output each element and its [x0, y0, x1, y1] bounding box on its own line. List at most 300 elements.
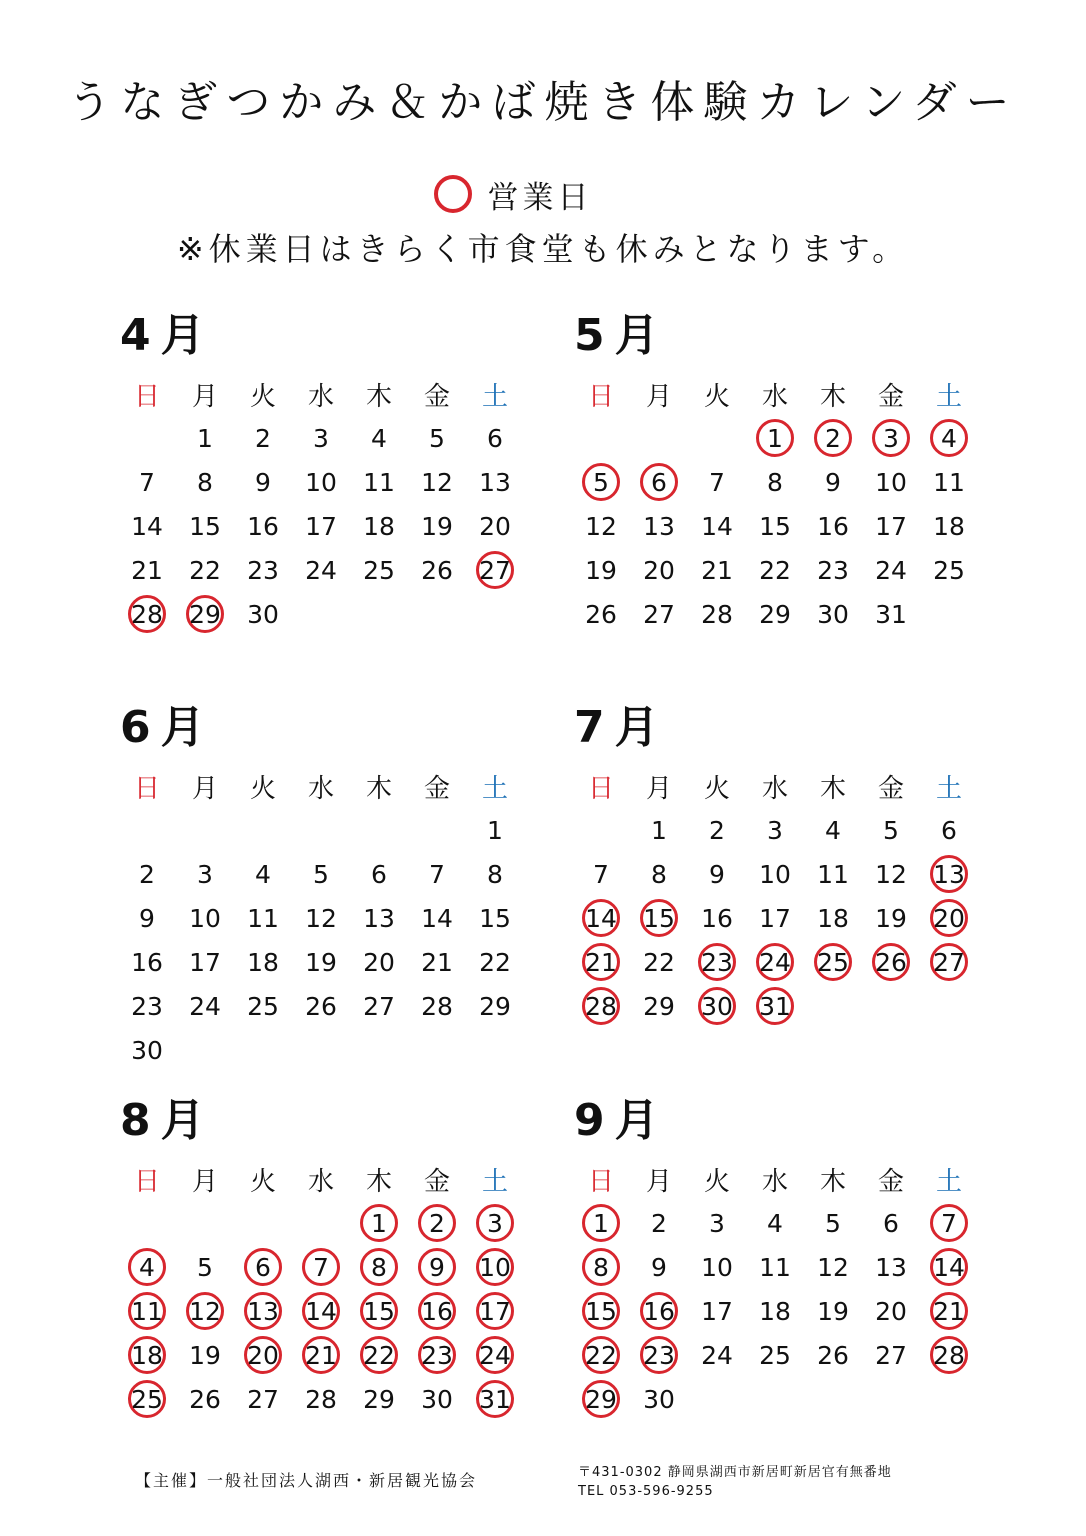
day-cell-open: 16 — [408, 1289, 466, 1333]
calendar-grid — [118, 1157, 538, 1421]
day-cell: 22 — [759, 555, 791, 585]
day-cell-open: 7 — [292, 1245, 350, 1289]
day-cell-open: 24 — [466, 1333, 524, 1377]
month-title: 7月 — [574, 702, 669, 753]
day-cell: 8 — [487, 859, 503, 889]
week-row — [572, 460, 992, 504]
day-cell: 26 — [817, 1340, 849, 1370]
day-cell: 6 — [941, 815, 957, 845]
day-cell-open: 1 — [350, 1201, 408, 1245]
weekday-label: 月 — [191, 381, 218, 412]
day-cell: 5 — [197, 1252, 213, 1282]
week-row — [118, 984, 538, 1028]
week-row — [118, 416, 538, 460]
day-cell-open: 18 — [118, 1333, 176, 1377]
empty-cell — [234, 1201, 292, 1245]
day-cell: 26 — [585, 599, 617, 629]
week-row — [118, 1289, 538, 1333]
month-july — [572, 692, 992, 1028]
day-cell: 20 — [479, 511, 511, 541]
day-cell: 2 — [139, 859, 155, 889]
telephone: TEL 053-596-9255 — [578, 1484, 714, 1499]
weekday-label: 月 — [645, 773, 672, 804]
week-row — [572, 896, 992, 940]
day-cell: 20 — [875, 1296, 907, 1326]
week-row — [118, 940, 538, 984]
day-cell: 7 — [139, 467, 155, 497]
month-title: 6月 — [120, 702, 215, 753]
calendar-grid — [118, 372, 538, 636]
day-cell: 30 — [421, 1384, 453, 1414]
weekday-label: 土 — [935, 773, 962, 804]
day-cell: 9 — [139, 903, 155, 933]
week-row — [118, 852, 538, 896]
day-cell: 19 — [305, 947, 337, 977]
day-cell: 14 — [421, 903, 453, 933]
day-cell: 12 — [875, 859, 907, 889]
week-row — [118, 1028, 538, 1072]
weekday-label: 月 — [645, 1166, 672, 1197]
day-cell: 14 — [701, 511, 733, 541]
day-cell: 4 — [825, 815, 841, 845]
week-row — [118, 504, 538, 548]
day-cell-open: 21 — [292, 1333, 350, 1377]
empty-cell — [408, 808, 466, 852]
weekday-label: 木 — [819, 773, 846, 804]
day-cell-open: 8 — [572, 1245, 630, 1289]
day-cell: 5 — [825, 1208, 841, 1238]
day-cell: 9 — [825, 467, 841, 497]
day-cell-open: 6 — [630, 460, 688, 504]
week-row — [572, 940, 992, 984]
day-cell: 10 — [759, 859, 791, 889]
weekday-label: 金 — [877, 1166, 904, 1197]
day-cell: 28 — [305, 1384, 337, 1414]
day-cell: 17 — [759, 903, 791, 933]
day-cell: 29 — [643, 991, 675, 1021]
weekday-label: 日 — [133, 381, 160, 412]
day-cell: 26 — [305, 991, 337, 1021]
day-cell-open: 23 — [408, 1333, 466, 1377]
day-cell-open: 15 — [630, 896, 688, 940]
day-cell: 23 — [817, 555, 849, 585]
month-title: 9月 — [574, 1095, 669, 1146]
day-cell: 7 — [429, 859, 445, 889]
weekday-label: 金 — [877, 381, 904, 412]
week-row — [118, 1245, 538, 1289]
day-cell-open: 9 — [408, 1245, 466, 1289]
day-cell-open: 28 — [920, 1333, 978, 1377]
day-cell-open: 14 — [292, 1289, 350, 1333]
day-cell: 5 — [429, 423, 445, 453]
weekday-label: 水 — [307, 773, 334, 804]
empty-cell — [292, 808, 350, 852]
day-cell: 11 — [817, 859, 849, 889]
week-row — [572, 1377, 992, 1421]
day-cell: 21 — [701, 555, 733, 585]
week-row — [118, 548, 538, 592]
day-cell: 23 — [247, 555, 279, 585]
empty-cell — [688, 416, 746, 460]
day-cell: 1 — [651, 815, 667, 845]
day-cell-open: 22 — [572, 1333, 630, 1377]
week-row — [572, 548, 992, 592]
day-cell-open: 29 — [572, 1377, 630, 1421]
day-cell-open: 14 — [572, 896, 630, 940]
empty-cell — [118, 808, 176, 852]
month-title: 5月 — [574, 310, 669, 361]
day-cell: 10 — [875, 467, 907, 497]
week-row — [118, 1377, 538, 1421]
day-cell-open: 4 — [118, 1245, 176, 1289]
weekday-label: 土 — [481, 381, 508, 412]
open-day-circle-icon — [434, 175, 472, 213]
week-row — [572, 984, 992, 1028]
day-cell: 28 — [421, 991, 453, 1021]
day-cell: 28 — [701, 599, 733, 629]
calendar-grid — [572, 372, 992, 636]
day-cell: 7 — [709, 467, 725, 497]
day-cell: 1 — [197, 423, 213, 453]
day-cell-open: 28 — [572, 984, 630, 1028]
day-cell: 26 — [189, 1384, 221, 1414]
closed-day-note: ※休業日はきらく市食堂も休みとなります。 — [176, 230, 910, 268]
weekday-label: 火 — [249, 381, 276, 412]
day-cell: 23 — [131, 991, 163, 1021]
day-cell-open: 25 — [804, 940, 862, 984]
day-cell-open: 5 — [572, 460, 630, 504]
day-cell-open: 25 — [118, 1377, 176, 1421]
month-title: 8月 — [120, 1095, 215, 1146]
day-cell: 12 — [305, 903, 337, 933]
day-cell: 19 — [189, 1340, 221, 1370]
weekday-label: 日 — [133, 1166, 160, 1197]
weekday-label: 木 — [819, 1166, 846, 1197]
day-cell: 30 — [817, 599, 849, 629]
weekday-label: 水 — [761, 381, 788, 412]
day-cell: 9 — [255, 467, 271, 497]
day-cell-open: 11 — [118, 1289, 176, 1333]
day-cell-open: 22 — [350, 1333, 408, 1377]
day-cell: 8 — [197, 467, 213, 497]
day-cell: 16 — [131, 947, 163, 977]
day-cell-open: 28 — [118, 592, 176, 636]
day-cell: 8 — [767, 467, 783, 497]
empty-cell — [630, 416, 688, 460]
day-cell-open: 30 — [688, 984, 746, 1028]
day-cell: 21 — [421, 947, 453, 977]
week-row — [572, 1333, 992, 1377]
day-cell: 29 — [759, 599, 791, 629]
day-cell: 15 — [479, 903, 511, 933]
empty-cell — [572, 416, 630, 460]
day-cell: 29 — [363, 1384, 395, 1414]
weekday-label: 水 — [307, 381, 334, 412]
weekday-label: 木 — [365, 381, 392, 412]
week-row — [118, 896, 538, 940]
week-row — [572, 504, 992, 548]
weekday-header — [572, 764, 992, 808]
week-row — [118, 592, 538, 636]
day-cell: 24 — [305, 555, 337, 585]
day-cell-open: 13 — [920, 852, 978, 896]
empty-cell — [292, 1201, 350, 1245]
day-cell: 12 — [585, 511, 617, 541]
day-cell: 15 — [189, 511, 221, 541]
day-cell: 22 — [643, 947, 675, 977]
day-cell: 10 — [701, 1252, 733, 1282]
day-cell: 12 — [817, 1252, 849, 1282]
week-row — [118, 1333, 538, 1377]
week-row — [118, 808, 538, 852]
day-cell-open: 27 — [920, 940, 978, 984]
day-cell: 18 — [247, 947, 279, 977]
day-cell: 16 — [701, 903, 733, 933]
weekday-label: 金 — [423, 773, 450, 804]
day-cell: 26 — [421, 555, 453, 585]
weekday-label: 土 — [935, 1166, 962, 1197]
day-cell: 13 — [643, 511, 675, 541]
day-cell: 20 — [363, 947, 395, 977]
weekday-label: 火 — [703, 1166, 730, 1197]
contact-info — [578, 1463, 892, 1501]
day-cell: 19 — [421, 511, 453, 541]
day-cell-open: 2 — [408, 1201, 466, 1245]
day-cell: 6 — [371, 859, 387, 889]
calendar-grid — [572, 1157, 992, 1421]
day-cell: 25 — [247, 991, 279, 1021]
legend-label: 営業日 — [487, 179, 593, 216]
month-may — [572, 300, 992, 636]
day-cell: 4 — [767, 1208, 783, 1238]
empty-cell — [572, 808, 630, 852]
day-cell-open: 16 — [630, 1289, 688, 1333]
day-cell-open: 27 — [466, 548, 524, 592]
legend — [0, 168, 1086, 270]
day-cell: 13 — [363, 903, 395, 933]
weekday-label: 日 — [133, 773, 160, 804]
weekday-label: 金 — [423, 381, 450, 412]
day-cell: 27 — [247, 1384, 279, 1414]
day-cell: 24 — [875, 555, 907, 585]
day-cell: 3 — [197, 859, 213, 889]
day-cell: 9 — [651, 1252, 667, 1282]
week-row — [118, 1201, 538, 1245]
week-row — [572, 1245, 992, 1289]
day-cell-open: 12 — [176, 1289, 234, 1333]
day-cell: 30 — [247, 599, 279, 629]
empty-cell — [350, 808, 408, 852]
weekday-label: 火 — [703, 381, 730, 412]
weekday-label: 木 — [819, 381, 846, 412]
day-cell: 2 — [255, 423, 271, 453]
day-cell: 5 — [313, 859, 329, 889]
day-cell-open: 7 — [920, 1201, 978, 1245]
weekday-label: 火 — [249, 773, 276, 804]
day-cell: 17 — [189, 947, 221, 977]
day-cell: 3 — [767, 815, 783, 845]
day-cell: 4 — [255, 859, 271, 889]
day-cell-open: 1 — [746, 416, 804, 460]
day-cell-open: 31 — [466, 1377, 524, 1421]
day-cell: 25 — [933, 555, 965, 585]
day-cell: 24 — [189, 991, 221, 1021]
week-row — [572, 1201, 992, 1245]
day-cell-open: 6 — [234, 1245, 292, 1289]
day-cell: 19 — [585, 555, 617, 585]
empty-cell — [118, 416, 176, 460]
weekday-header — [118, 764, 538, 808]
weekday-header — [118, 372, 538, 416]
day-cell: 29 — [479, 991, 511, 1021]
day-cell: 19 — [817, 1296, 849, 1326]
day-cell: 20 — [643, 555, 675, 585]
day-cell: 13 — [875, 1252, 907, 1282]
day-cell: 16 — [817, 511, 849, 541]
weekday-label: 火 — [249, 1166, 276, 1197]
day-cell: 13 — [479, 467, 511, 497]
month-august — [118, 1085, 538, 1421]
day-cell-open: 20 — [234, 1333, 292, 1377]
day-cell-open: 21 — [920, 1289, 978, 1333]
weekday-label: 火 — [703, 773, 730, 804]
empty-cell — [118, 1201, 176, 1245]
month-june — [118, 692, 538, 1072]
weekday-label: 金 — [877, 773, 904, 804]
day-cell: 10 — [189, 903, 221, 933]
day-cell: 17 — [701, 1296, 733, 1326]
weekday-label: 日 — [587, 381, 614, 412]
weekday-label: 水 — [761, 773, 788, 804]
day-cell: 15 — [759, 511, 791, 541]
day-cell: 6 — [487, 423, 503, 453]
day-cell: 12 — [421, 467, 453, 497]
day-cell: 2 — [709, 815, 725, 845]
month-april — [118, 300, 538, 636]
weekday-label: 月 — [191, 1166, 218, 1197]
day-cell: 25 — [759, 1340, 791, 1370]
weekday-label: 土 — [481, 773, 508, 804]
day-cell: 11 — [759, 1252, 791, 1282]
organizer: 【主催】一般社団法人湖西・新居観光協会 — [135, 1471, 478, 1490]
month-september — [572, 1085, 992, 1421]
day-cell: 19 — [875, 903, 907, 933]
weekday-label: 月 — [191, 773, 218, 804]
day-cell: 25 — [363, 555, 395, 585]
day-cell: 27 — [363, 991, 395, 1021]
day-cell: 3 — [709, 1208, 725, 1238]
page-title: うなぎつかみ＆かば焼き体験カレンダー — [67, 77, 1019, 128]
day-cell: 30 — [131, 1035, 163, 1065]
day-cell-open: 24 — [746, 940, 804, 984]
day-cell-open: 10 — [466, 1245, 524, 1289]
day-cell: 18 — [933, 511, 965, 541]
weekday-label: 日 — [587, 1166, 614, 1197]
day-cell: 21 — [131, 555, 163, 585]
weekday-label: 木 — [365, 773, 392, 804]
day-cell: 11 — [247, 903, 279, 933]
day-cell-open: 3 — [466, 1201, 524, 1245]
weekday-label: 水 — [307, 1166, 334, 1197]
weekday-label: 木 — [365, 1166, 392, 1197]
day-cell-open: 23 — [630, 1333, 688, 1377]
day-cell: 18 — [363, 511, 395, 541]
day-cell: 22 — [479, 947, 511, 977]
day-cell: 27 — [643, 599, 675, 629]
weekday-label: 日 — [587, 773, 614, 804]
calendar-grid — [572, 764, 992, 1028]
day-cell: 30 — [643, 1384, 675, 1414]
day-cell-open: 31 — [746, 984, 804, 1028]
day-cell-open: 2 — [804, 416, 862, 460]
weekday-label: 土 — [481, 1166, 508, 1197]
day-cell: 6 — [883, 1208, 899, 1238]
day-cell: 9 — [709, 859, 725, 889]
empty-cell — [234, 808, 292, 852]
day-cell-open: 8 — [350, 1245, 408, 1289]
day-cell: 11 — [363, 467, 395, 497]
week-row — [118, 460, 538, 504]
weekday-label: 月 — [645, 381, 672, 412]
day-cell: 7 — [593, 859, 609, 889]
weekday-header — [572, 1157, 992, 1201]
day-cell: 11 — [933, 467, 965, 497]
day-cell-open: 4 — [920, 416, 978, 460]
day-cell: 5 — [883, 815, 899, 845]
day-cell-open: 15 — [350, 1289, 408, 1333]
weekday-header — [572, 372, 992, 416]
empty-cell — [176, 808, 234, 852]
day-cell-open: 17 — [466, 1289, 524, 1333]
day-cell: 3 — [313, 423, 329, 453]
day-cell: 14 — [131, 511, 163, 541]
day-cell-open: 21 — [572, 940, 630, 984]
weekday-label: 土 — [935, 381, 962, 412]
day-cell-open: 13 — [234, 1289, 292, 1333]
day-cell-open: 23 — [688, 940, 746, 984]
day-cell-open: 1 — [572, 1201, 630, 1245]
day-cell: 17 — [875, 511, 907, 541]
weekday-label: 金 — [423, 1166, 450, 1197]
month-title: 4月 — [120, 310, 215, 361]
week-row — [572, 1289, 992, 1333]
day-cell: 2 — [651, 1208, 667, 1238]
weekday-label: 水 — [761, 1166, 788, 1197]
day-cell: 31 — [875, 599, 907, 629]
week-row — [572, 592, 992, 636]
day-cell-open: 15 — [572, 1289, 630, 1333]
day-cell: 17 — [305, 511, 337, 541]
day-cell-open: 29 — [176, 592, 234, 636]
day-cell: 18 — [817, 903, 849, 933]
empty-cell — [176, 1201, 234, 1245]
day-cell: 8 — [651, 859, 667, 889]
week-row — [572, 416, 992, 460]
day-cell: 16 — [247, 511, 279, 541]
day-cell-open: 3 — [862, 416, 920, 460]
week-row — [572, 808, 992, 852]
address: 〒431-0302 静岡県湖西市新居町新居官有無番地 — [578, 1465, 892, 1480]
day-cell-open: 20 — [920, 896, 978, 940]
day-cell: 4 — [371, 423, 387, 453]
day-cell: 24 — [701, 1340, 733, 1370]
day-cell-open: 14 — [920, 1245, 978, 1289]
day-cell: 18 — [759, 1296, 791, 1326]
day-cell: 1 — [487, 815, 503, 845]
week-row — [572, 852, 992, 896]
calendar-grid — [118, 764, 538, 1072]
weekday-header — [118, 1157, 538, 1201]
